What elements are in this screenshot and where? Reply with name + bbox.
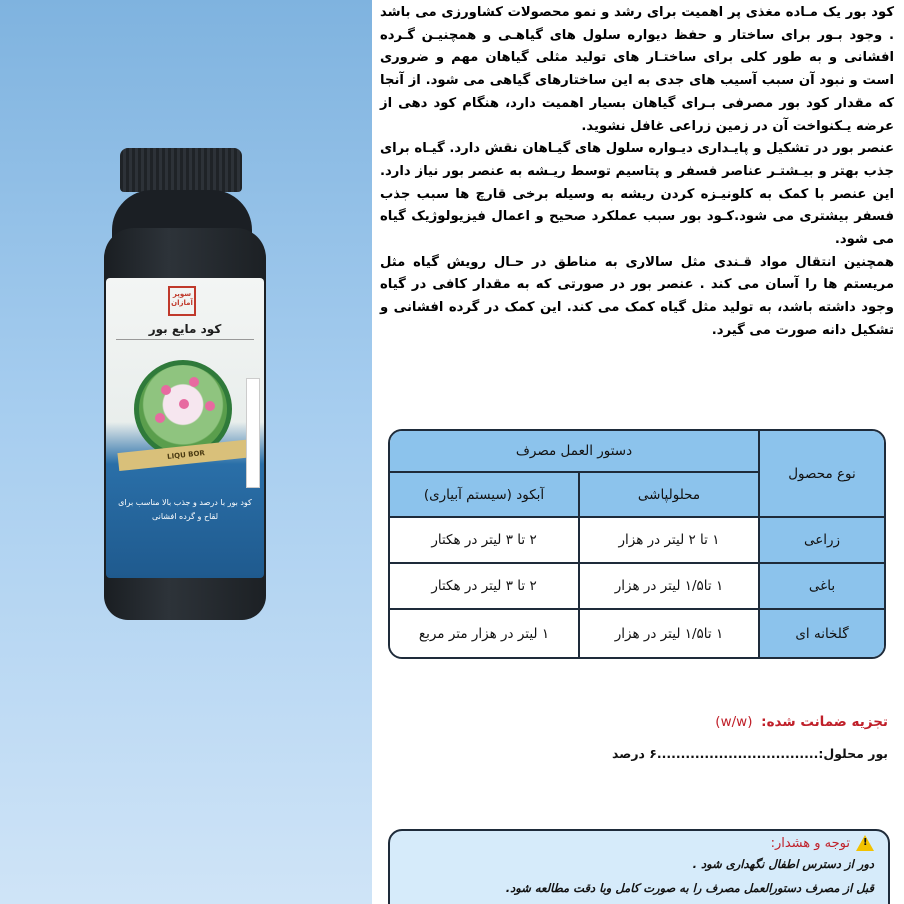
brand-logo: سوپر آمازان [168, 286, 196, 316]
table-cell-spray: ۱ تا ۲ لیتر در هزار [578, 518, 758, 564]
label-ribbon: LIQU BOR [117, 439, 254, 471]
boron-label: بور محلول: [818, 746, 888, 761]
boron-dots: .................................. [656, 746, 819, 761]
description-paragraph: عنصر بور در تشکیل و پایـداری دیـواره سلول های گیـاهان نقش دارد. گیـاه برای جذب بهتر و بیـشتـر عناصر فسفر و پتاسیم توسط ریـشه به عنصر بور نیاز دارد. این عنصر با کمک به کلونیـزه کردن ریشه به وسیله برخی قارچ ها سبب جذب فسفر بیشتری می شود.کـود بور سبب عملکرد صحیح و اعمال فیزیولوژیک گیاه می شود. [380, 141, 894, 248]
table-cell-crop: زراعی [758, 518, 884, 564]
label-side-panel [246, 378, 260, 488]
warning-header [404, 835, 874, 851]
table-cell-irrigation: ۲ تا ۳ لیتر در هکتار [390, 518, 578, 564]
product-bottle-image [104, 148, 266, 620]
bottle-label [106, 278, 264, 578]
product-description [380, 2, 894, 343]
analysis-title-text: تجزیه ضمانت شده: [761, 714, 888, 730]
product-photo-panel [0, 0, 372, 904]
warning-title: توجه و هشدار: [770, 835, 850, 851]
boron-value: ۶ درصد [612, 746, 657, 761]
table-cell-spray: ۱ تا۱/۵ لیتر در هزار [578, 610, 758, 657]
bottle-cap [120, 148, 242, 192]
warning-line: دور از دسترس اطفال نگهداری شود . [692, 857, 874, 871]
table-header-spray: محلولپاشی [578, 473, 758, 518]
label-tagline: کود بور با درصد و جذب بالا مناسب برای لقاح و گرده افشانی [118, 498, 252, 521]
table-header-irrigation: آبکود (سیستم آبیاری) [390, 473, 578, 518]
table-cell-irrigation: ۲ تا ۳ لیتر در هکتار [390, 564, 578, 610]
table-cell-spray: ۱ تا۱/۵ لیتر در هزار [578, 564, 758, 610]
table-cell-crop: گلخانه ای [758, 610, 884, 657]
table-header-instructions: دستور العمل مصرف [390, 431, 758, 473]
table-cell-crop: باغی [758, 564, 884, 610]
label-product-name: کود مایع بور [116, 322, 254, 340]
warning-triangle-icon [856, 835, 874, 851]
analysis-unit: (w/w) [715, 714, 753, 730]
boron-content-line [418, 746, 888, 761]
warning-box [388, 829, 890, 904]
usage-table [388, 429, 886, 659]
analysis-title [715, 714, 888, 730]
warning-line: قبل از مصرف دستورالعمل مصرف را به صورت کامل وبا دقت مطالعه شود. [505, 881, 874, 895]
table-header-crop: نوع محصول [758, 431, 884, 518]
description-paragraph: همچنین انتقال مواد قـندی مثل سالاری به مناطق در حـال رویش گیاه مثل مریستم ها را آسان می کند . عنصر بور در صورتی که به مقدار کافی در گیاه وجود داشته باشد، به تولید مثل گیاه کمک می کند. این کمک در گرده افشانی و تشکیل دانه صورت می گیرد. [380, 254, 894, 338]
description-paragraph: کود بور یک مـاده مغذی پر اهمیت برای رشد و نمو محصولات کشاورزی می باشد . وجود بـور برای ساختار و حفظ دیواره سلول های گیاهـی و همچنیـن گـرده افشانی و به طور کلی برای ساختـار های تولید مثلی گیاهان مهم و ضروری است و نبود آن سبب آسیب های جدی به این ساختارهای گیاهی می شود. از آنجا که مقدار کود بور مصرفی بـرای گیاهان بسیار اهمیت دارد، هنگام کود دهی از عرضه یـکنواخت آن در زمین زراعی غافل نشوید. [380, 5, 894, 134]
table-cell-irrigation: ۱ لیتر در هزار متر مربع [390, 610, 578, 657]
